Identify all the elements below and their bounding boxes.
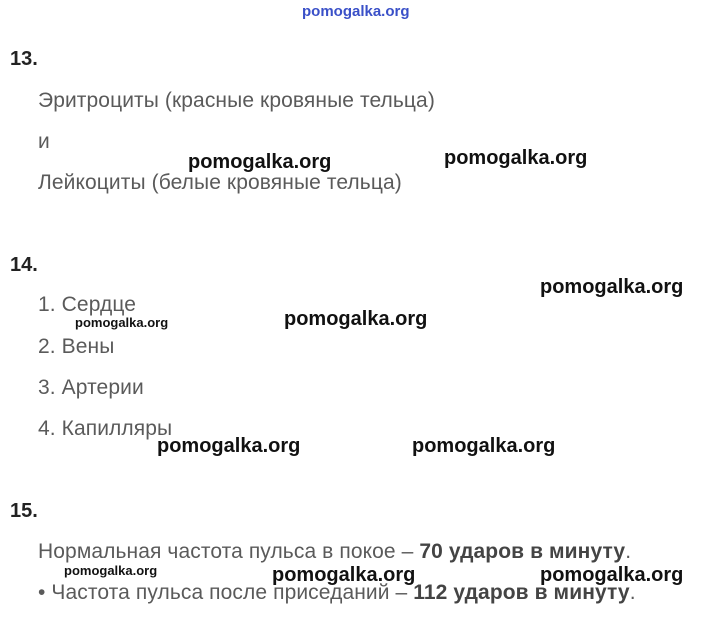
question-14-item-4: 4. Капилляры	[38, 417, 173, 440]
question-15-line-1	[38, 540, 631, 564]
question-15-line-1-prefix: Нормальная частота пульса в покое –	[38, 540, 420, 563]
watermark: pomogalka.org	[444, 147, 588, 169]
watermark: pomogalka.org	[157, 435, 301, 457]
watermark: pomogalka.org	[64, 563, 158, 578]
question-14-item-2: 2. Вены	[38, 335, 115, 358]
watermark: pomogalka.org	[412, 435, 556, 457]
watermark: pomogalka.org	[272, 564, 416, 586]
question-13-line-2: и	[38, 130, 50, 153]
watermark: pomogalka.org	[284, 308, 428, 330]
watermark: pomogalka.org	[540, 276, 684, 298]
watermark: pomogalka.org	[75, 315, 169, 330]
question-15-line-2-prefix: • Частота пульса после приседаний –	[38, 581, 414, 604]
question-14-item-3: 3. Артерии	[38, 376, 144, 399]
watermark: pomogalka.org	[188, 151, 332, 173]
question-15-line-2-suffix: .	[629, 581, 636, 604]
watermark: pomogalka.org	[540, 564, 684, 586]
question-14-number: 14.	[10, 254, 38, 276]
question-13-number: 13.	[10, 48, 38, 70]
question-15-number: 15.	[10, 500, 38, 522]
question-13-line-3: Лейкоциты (белые кровяные тельца)	[38, 171, 402, 194]
watermark-top: pomogalka.org	[302, 3, 410, 20]
question-15-line-2-value: 112 ударов в минуту	[413, 581, 630, 604]
question-15-line-1-value: 70 ударов в минуту	[419, 540, 626, 563]
question-15-line-1-suffix: .	[625, 540, 632, 563]
question-13-line-1: Эритроциты (красные кровяные тельца)	[38, 89, 435, 112]
question-14-item-1: 1. Сердце	[38, 293, 137, 316]
